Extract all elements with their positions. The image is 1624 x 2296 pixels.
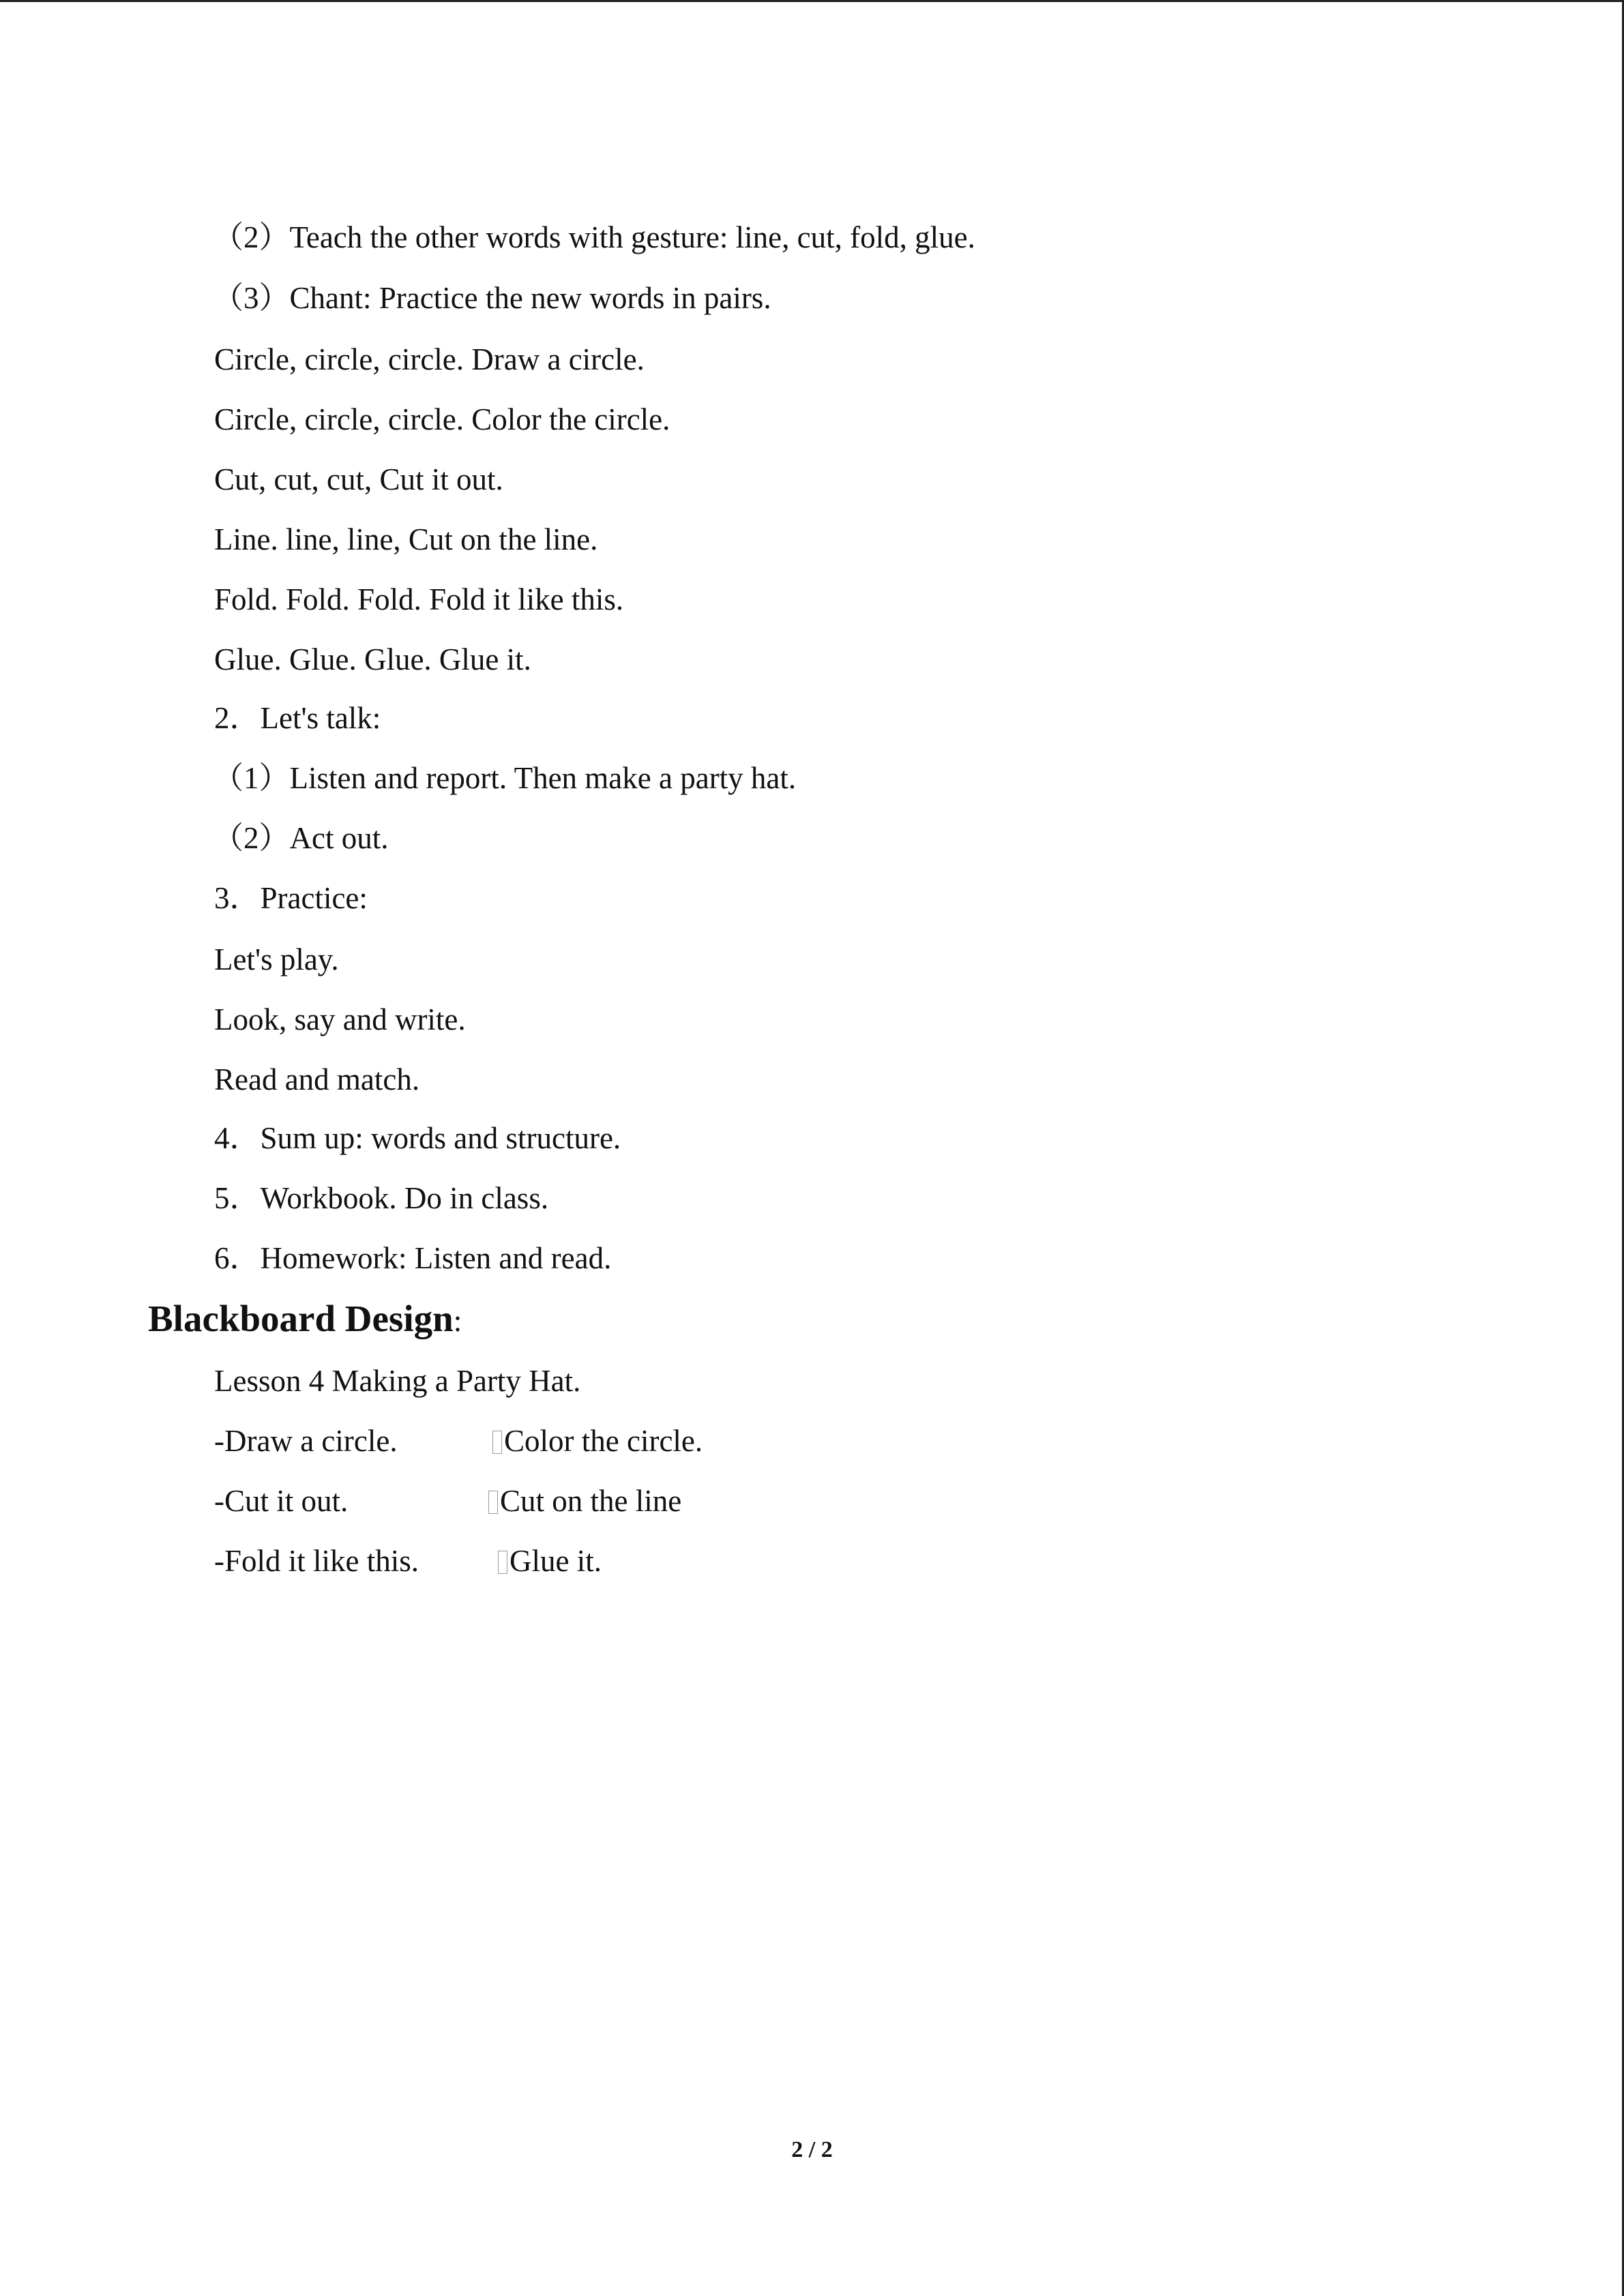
section-3-practice: 3．Practice:: [214, 881, 368, 915]
missing-glyph-icon: [488, 1491, 498, 1514]
chant-line-5: Fold. Fold. Fold. Fold it like this.: [214, 582, 624, 616]
chant-line-6: Glue. Glue. Glue. Glue it.: [214, 642, 531, 676]
blackboard-row-3-right: Glue it.: [510, 1544, 602, 1578]
blackboard-row-2-right-cell: [488, 1486, 681, 1517]
practice-item-1: Let's play.: [214, 942, 339, 976]
heading-text: Blackboard Design: [148, 1298, 454, 1339]
blackboard-title: Lesson 4 Making a Party Hat.: [214, 1364, 581, 1398]
section-5-workbook: 5．Workbook. Do in class.: [214, 1181, 549, 1215]
blackboard-row-3: [214, 1546, 419, 1577]
page-number: 2 / 2: [791, 2137, 833, 2162]
missing-glyph-icon: [492, 1431, 502, 1454]
blackboard-row-2-left: -Cut it out.: [214, 1484, 349, 1518]
practice-item-3: Read and match.: [214, 1062, 420, 1097]
blackboard-row-1-right-cell: [492, 1426, 703, 1457]
chant-line-1: Circle, circle, circle. Draw a circle.: [214, 342, 645, 376]
missing-glyph-icon: [498, 1551, 507, 1574]
blackboard-row-2-right: Cut on the line: [500, 1484, 682, 1518]
blackboard-row-1: [214, 1426, 398, 1457]
blackboard-row-3-right-cell: [498, 1546, 602, 1577]
talk-item-1: （1）Listen and report. Then make a party hat.: [213, 761, 797, 795]
blackboard-row-2: [214, 1486, 348, 1517]
step-2-teach-line: （2）Teach the other words with gesture: line, cut, fold, glue.: [213, 220, 975, 254]
blackboard-design-heading: [148, 1300, 462, 1337]
blackboard-row-1-left: -Draw a circle.: [214, 1424, 398, 1458]
chant-line-4: Line. line, line, Cut on the line.: [214, 522, 598, 556]
section-6-homework: 6．Homework: Listen and read.: [214, 1241, 612, 1275]
chant-line-2: Circle, circle, circle. Color the circle.: [214, 402, 670, 436]
section-4-sum-up: 4．Sum up: words and structure.: [214, 1121, 621, 1155]
practice-item-2: Look, say and write.: [214, 1002, 466, 1037]
step-3-chant-line: （3）Chant: Practice the new words in pairs.: [213, 281, 771, 315]
section-2-lets-talk: 2．Let's talk:: [214, 701, 381, 735]
blackboard-row-3-left: -Fold it like this.: [214, 1544, 419, 1578]
heading-colon: :: [453, 1304, 462, 1338]
blackboard-row-1-right: Color the circle.: [504, 1424, 703, 1458]
talk-item-2: （2）Act out.: [213, 821, 389, 855]
chant-line-3: Cut, cut, cut, Cut it out.: [214, 462, 503, 496]
